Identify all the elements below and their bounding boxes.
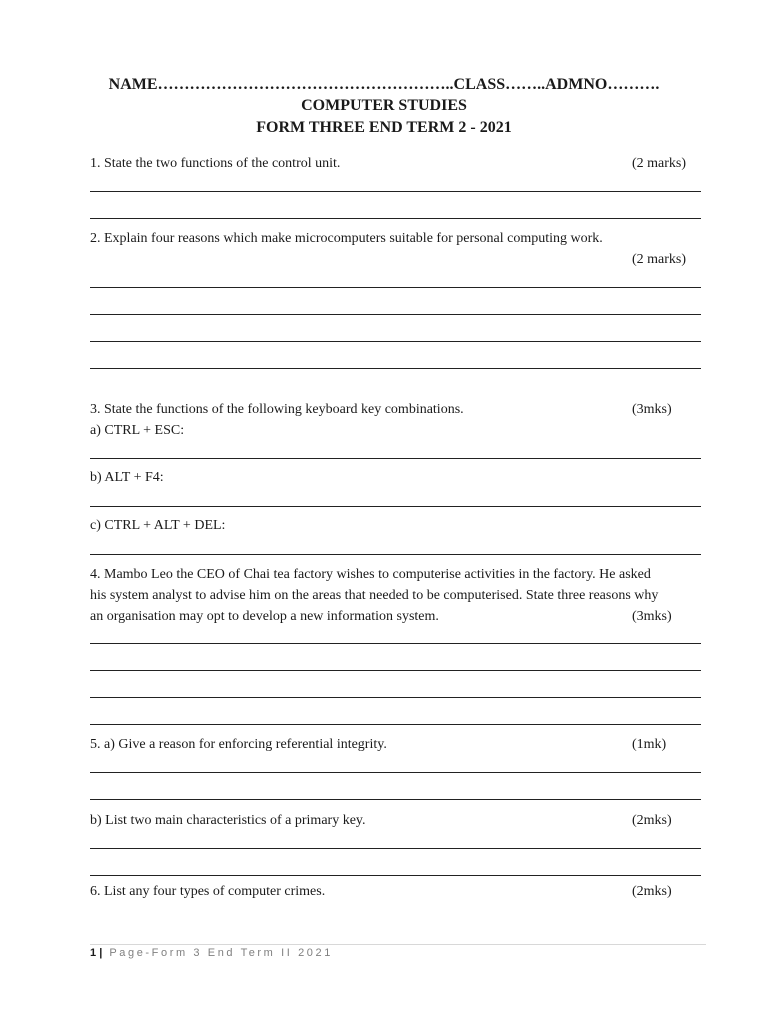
- answer-line[interactable]: [90, 191, 701, 192]
- question-3b-text: b) ALT + F4:: [90, 470, 164, 485]
- footer-separator: |: [99, 947, 103, 959]
- answer-line[interactable]: [90, 218, 701, 219]
- answer-line[interactable]: [90, 458, 701, 459]
- question-4-line-2: his system analyst to advise him on the areas that needed to be computerised. State three reasons why: [90, 588, 659, 603]
- page-number: 1: [90, 947, 97, 959]
- question-2-text: 2. Explain four reasons which make microcomputers suitable for personal computing work.: [90, 231, 603, 246]
- question-3c-text: c) CTRL + ALT + DEL:: [90, 518, 226, 533]
- answer-line[interactable]: [90, 368, 701, 369]
- question-1-marks: (2 marks): [632, 156, 687, 171]
- question-3-marks: (3mks): [632, 402, 672, 417]
- answer-line[interactable]: [90, 724, 701, 725]
- question-5a-text: 5. a) Give a reason for enforcing referential integrity.: [90, 737, 387, 752]
- question-2-marks: (2 marks): [632, 252, 687, 267]
- answer-line[interactable]: [90, 875, 701, 876]
- answer-line[interactable]: [90, 341, 701, 342]
- answer-line[interactable]: [90, 287, 701, 288]
- footer-divider: [90, 944, 706, 945]
- question-5a-marks: (1mk): [632, 737, 667, 752]
- answer-line[interactable]: [90, 506, 701, 507]
- page-footer: [90, 947, 333, 959]
- answer-line[interactable]: [90, 670, 701, 671]
- question-1-text: 1. State the two functions of the control unit.: [90, 156, 341, 171]
- subject-title: COMPUTER STUDIES: [301, 97, 467, 114]
- footer-text: Page-Form 3 End Term II 2021: [109, 947, 333, 959]
- question-4-line-3: an organisation may opt to develop a new information system.: [90, 609, 439, 624]
- answer-line[interactable]: [90, 314, 701, 315]
- question-4-line-1: 4. Mambo Leo the CEO of Chai tea factory wishes to computerise activities in the factory. He asked: [90, 567, 651, 582]
- question-5b-marks: (2mks): [632, 813, 672, 828]
- question-4-marks: (3mks): [632, 609, 672, 624]
- answer-line[interactable]: [90, 772, 701, 773]
- question-3a-text: a) CTRL + ESC:: [90, 423, 185, 438]
- answer-line[interactable]: [90, 848, 701, 849]
- name-class-admno-line: NAME………………………………………………..CLASS……..ADMNO……….: [108, 76, 660, 93]
- answer-line[interactable]: [90, 799, 701, 800]
- question-5b-text: b) List two main characteristics of a primary key.: [90, 813, 366, 828]
- answer-line[interactable]: [90, 643, 701, 644]
- exam-title: FORM THREE END TERM 2 - 2021: [256, 119, 512, 136]
- question-6-text: 6. List any four types of computer crimes.: [90, 884, 326, 899]
- answer-line[interactable]: [90, 697, 701, 698]
- question-3-text: 3. State the functions of the following keyboard key combinations.: [90, 402, 464, 417]
- question-6-marks: (2mks): [632, 884, 672, 899]
- answer-line[interactable]: [90, 554, 701, 555]
